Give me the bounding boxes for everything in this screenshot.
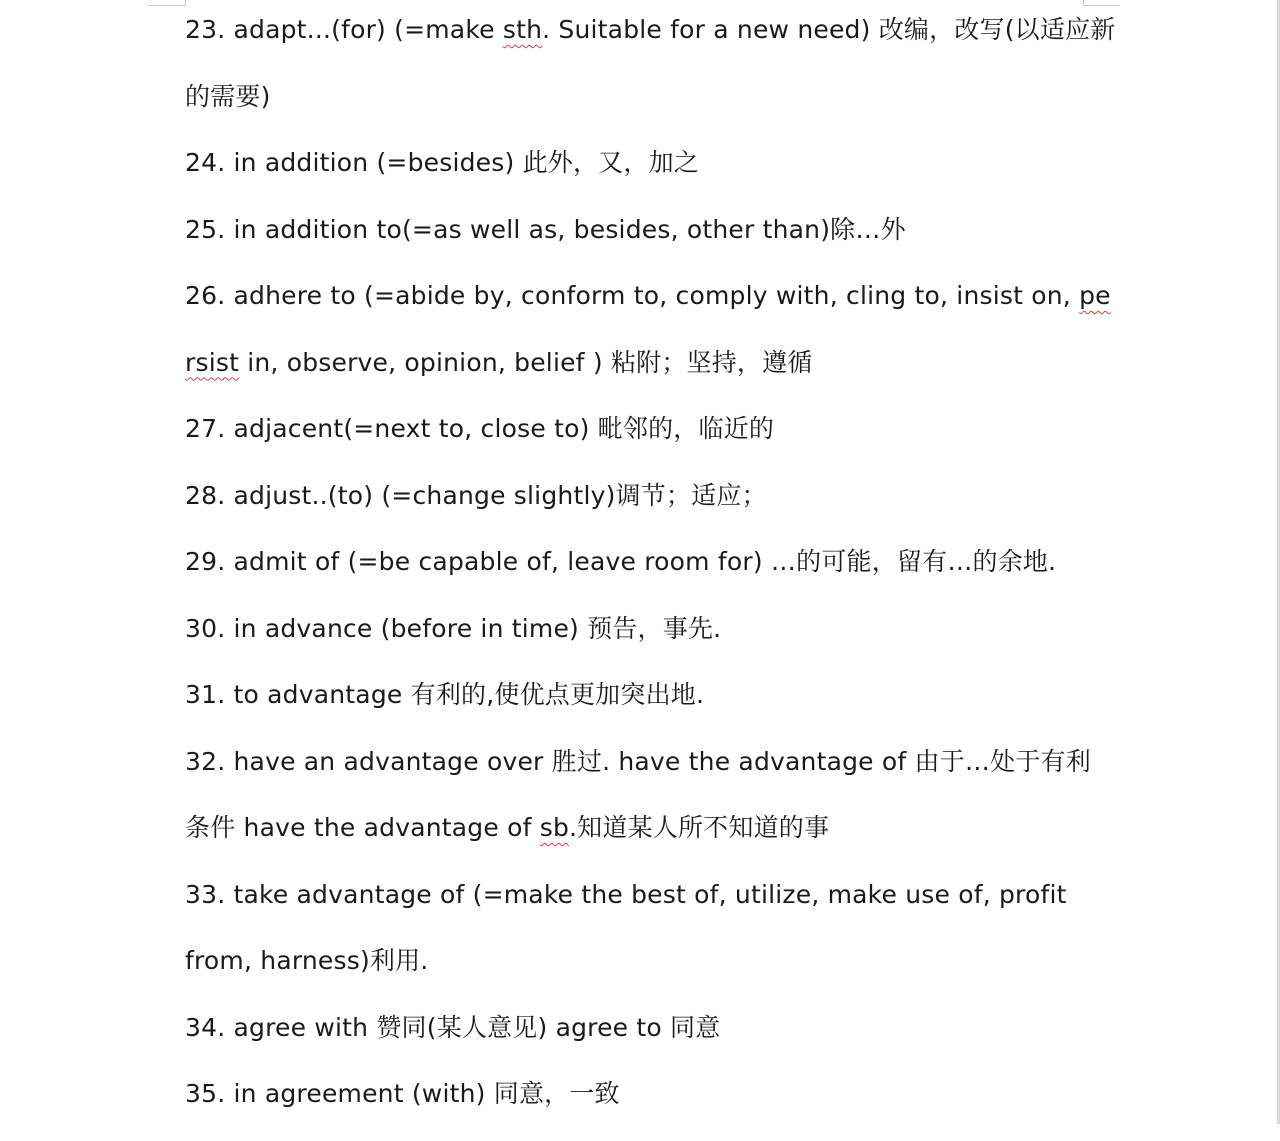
text-line (185, 609, 1085, 676)
text-line (185, 808, 1085, 875)
crop-mark-top-right (1083, 5, 1120, 6)
crop-mark-top-left (148, 5, 186, 6)
spelling-flagged-word: sb (539, 813, 570, 842)
text-run: 27. adjacent(=next to, close to) 毗邻的，临近的 (185, 414, 775, 443)
text-run: 29. admit of (=be capable of, leave room for) …的可能，留有…的余地. (185, 547, 1057, 576)
text-line (185, 476, 1085, 543)
document-body (185, 10, 1116, 1141)
text-run: in, observe, opinion, belief ) 粘附；坚持，遵循 (239, 347, 813, 377)
text-line (185, 1008, 1085, 1075)
crop-tick-top-right (1083, 0, 1084, 6)
text-run: .知道某人所不知道的事 (569, 813, 830, 842)
text-run: 23. adapt...(for) (=make (185, 15, 503, 44)
text-line (185, 77, 1085, 144)
text-line (185, 742, 1091, 809)
text-line (185, 542, 1085, 609)
text-line (185, 143, 1085, 210)
text-line (185, 10, 1116, 77)
text-line (185, 675, 1085, 742)
spelling-flagged-word: pe (1079, 281, 1111, 310)
text-run: 的需要) (185, 81, 271, 111)
spelling-flagged-word: sth (502, 15, 543, 44)
text-line (185, 1074, 1085, 1141)
text-run: 24. in addition (=besides) 此外，又，加之 (185, 148, 699, 177)
text-run: 28. adjust..(to) (=change slightly)调节；适应； (185, 480, 767, 510)
text-line (185, 210, 1085, 277)
text-line (185, 941, 1085, 1008)
text-run: 35. in agreement (with) 同意，一致 (185, 1079, 620, 1108)
text-run: 33. take advantage of (=make the best of, utilize, make use of, profit (185, 879, 1067, 909)
text-line (185, 409, 1085, 476)
text-run: from, harness)利用. (185, 946, 429, 975)
text-run: 34. agree with 赞同(某人意见) agree to 同意 (185, 1012, 721, 1042)
text-line (185, 875, 1085, 942)
text-run: 30. in advance (before in time) 预告，事先. (185, 613, 722, 643)
text-line (185, 343, 1085, 410)
spelling-flagged-word: rsist (185, 347, 240, 377)
text-run: 31. to advantage 有利的,使优点更加突出地. (185, 680, 705, 709)
text-run: 条件 have the advantage of (185, 813, 540, 842)
text-run: 26. adhere to (=abide by, conform to, comply with, cling to, insist on, (185, 281, 1080, 310)
text-run: . Suitable for a new need) 改编，改写(以适应新 (542, 15, 1116, 44)
text-run: 32. have an advantage over 胜过. have the advantage of 由于…处于有利 (185, 746, 1091, 776)
text-run: 25. in addition to(=as well as, besides, other than)除…外 (185, 214, 906, 244)
crop-tick-top-left (185, 0, 186, 6)
text-line (185, 276, 1111, 343)
